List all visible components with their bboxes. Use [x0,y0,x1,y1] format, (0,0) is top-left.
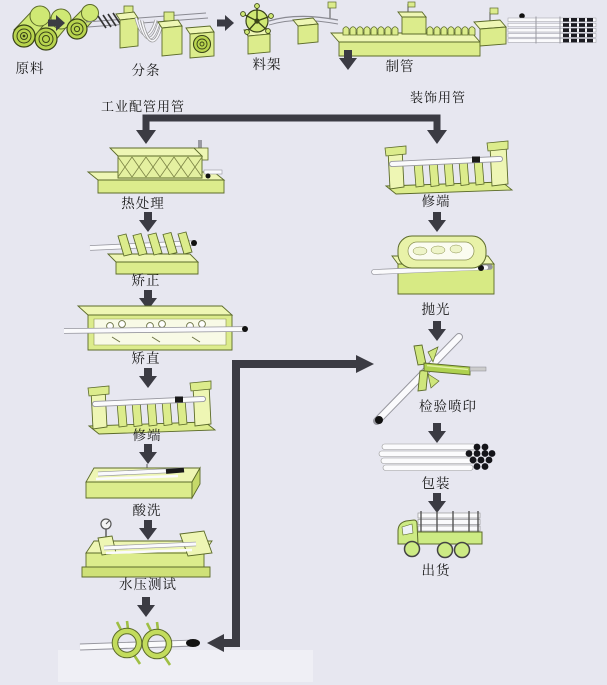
end-trimming-right-illustration [385,141,512,194]
label-material-rack: 料架 [252,57,282,72]
pipe-stack-illustration [508,13,596,43]
label-inspection-marking: 检验喷印 [419,399,477,414]
label-hydrostatic-test: 水压测试 [119,577,177,592]
flow-arrow-pickling-to-hydrotest [139,520,157,540]
scan-light-band [58,650,313,682]
label-slitting: 分条 [131,63,161,78]
label-shipping: 出货 [421,563,451,578]
flow-arrow-hydrotest-to-rings [137,597,155,617]
flow-arrow-polishing-to-inspection [428,321,446,341]
tube-mill-illustration [328,2,480,56]
merge-connector-arrow [207,355,374,652]
flow-arrow-straightening-to-endtrim [139,368,157,388]
delivery-truck-illustration [398,511,482,558]
label-raw-material: 原料 [15,61,45,76]
pipe-bundle-illustration [379,444,495,471]
branch-split-connector [136,118,447,144]
flow-arrow-endtrim-to-pickling [139,444,157,464]
pickling-tank-illustration [86,464,200,498]
label-pickling: 酸洗 [132,503,162,518]
strip-accumulator-illustration [293,18,318,44]
label-packing: 包装 [421,476,451,491]
label-straightening: 矫直 [131,351,161,366]
material-rack-illustration [241,4,338,54]
label-branch-industrial: 工业配管用管 [100,99,186,114]
straightening-machine-illustration [64,306,248,350]
flow-arrow-endtrim-to-polishing [428,212,446,232]
label-branch-decorative: 装饰用管 [409,90,467,105]
label-polishing: 抛光 [421,302,451,317]
flow-arrow-inspection-to-packing [428,423,446,443]
raw-material-coils-illustration [13,6,71,50]
label-leveling: 矫正 [131,273,161,288]
label-end-trimming-decorative: 修端 [421,194,451,209]
flow-arrow-packing-to-shipping [428,493,446,513]
leveling-machine-illustration [90,232,198,274]
end-trimming-left-illustration [88,381,215,434]
slitting-line-illustration [67,5,214,59]
label-tube-making: 制管 [385,59,415,74]
label-heat-treatment: 热处理 [121,196,165,211]
heat-treatment-illustration [88,140,224,193]
polishing-machine-illustration [374,236,494,294]
flow-arrow-heat-to-leveling [139,212,157,232]
flow-arrow-slitting-to-rack [217,15,234,31]
label-end-trimming-industrial: 修端 [132,428,162,443]
